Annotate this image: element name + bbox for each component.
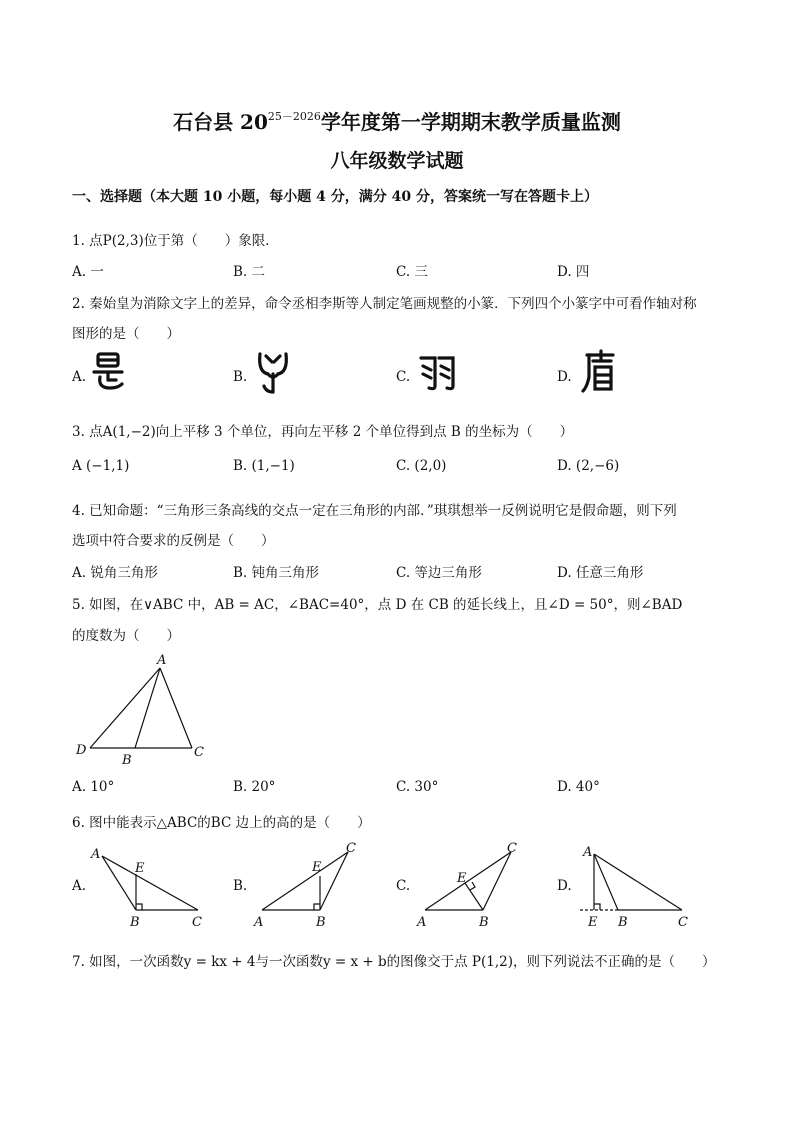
option-b: B. (1,−1) (233, 458, 295, 474)
title-year-superscript: 25－2026 (267, 110, 321, 123)
question-6-figure-b (250, 838, 370, 932)
option-b: B. 钝角三角形 (233, 565, 320, 581)
option-a: A. 锐角三角形 (72, 565, 158, 581)
option-d: D. (2,−6) (557, 458, 620, 474)
label-c: C (192, 915, 202, 930)
exam-subtitle: 八年级数学试题 (330, 150, 464, 172)
question-2-stem-line2: 图形的是（ ） (72, 326, 180, 342)
option-d: D. 40° (557, 779, 600, 795)
seal-glyph-c-icon (417, 352, 459, 394)
option-a: A. 10° (72, 779, 115, 795)
question-5-options (0, 779, 794, 799)
option-b: B. 二 (233, 264, 266, 280)
label-b: B (122, 753, 132, 768)
seal-glyph-b-icon (254, 348, 292, 396)
question-4-stem-line2: 选项中符合要求的反例是（ ） (72, 533, 275, 549)
option-d: D. 四 (557, 264, 590, 280)
label-b: B (316, 915, 326, 930)
label-c: C (507, 841, 517, 856)
option-a: A. 一 (72, 264, 104, 280)
question-5-figure (70, 650, 220, 768)
label-e: E (135, 861, 145, 876)
question-5-stem-line1: 5. 如图，在∨ABC 中，AB = AC，∠BAC=40°，点 D 在 CB 的延长线上，且∠D = 50°，则∠BAD (72, 597, 683, 613)
label-b: B (130, 915, 140, 930)
option-c: C. (2,0) (396, 458, 447, 474)
option-a: A. (72, 878, 87, 894)
option-c: C. (396, 369, 411, 385)
question-1-stem: 1. 点P(2,3)位于第（ ）象限． (72, 233, 279, 249)
label-c: C (194, 745, 204, 760)
option-b: B. (233, 878, 248, 894)
label-e: E (588, 915, 598, 930)
option-a: A. (72, 369, 87, 385)
option-d: D. 任意三角形 (557, 565, 644, 581)
label-c: C (678, 915, 688, 930)
question-6-stem: 6. 图中能表示△ABC的BC 边上的高的是（ ） (72, 815, 371, 831)
seal-glyph-d-icon (579, 349, 619, 395)
seal-glyph-a-icon (88, 350, 128, 394)
question-3-stem: 3. 点A(1,−2)向上平移 3 个单位，再向左平移 2 个单位得到点 B 的坐标为（ ） (72, 424, 574, 440)
label-d: D (76, 743, 87, 758)
option-a: A (−1,1) (72, 458, 130, 474)
label-c: C (346, 841, 356, 856)
label-e: E (457, 871, 467, 886)
label-b: B (479, 915, 489, 930)
option-d: D. (557, 369, 572, 385)
label-a: A (157, 653, 167, 668)
label-b: B (618, 915, 628, 930)
option-c: C. (396, 878, 411, 894)
option-d: D. (557, 878, 572, 894)
section-heading: 一、选择题（本大题 10 小题，每小题 4 分，满分 40 分，答案统一写在答题卡上） (72, 189, 598, 205)
label-e: E (312, 860, 322, 875)
question-6-figure-d (578, 842, 698, 932)
question-7-stem: 7. 如图，一次函数y = kx + 4与一次函数y = x + b的图像交于点 P(1,2)，则下列说法不正确的是（ ） (72, 954, 716, 970)
label-a: A (583, 845, 593, 860)
question-3-options (0, 458, 794, 478)
option-c: C. 三 (396, 264, 428, 280)
option-c: C. 30° (396, 779, 439, 795)
question-1-options (0, 260, 794, 280)
question-6-figure-c (415, 838, 530, 932)
label-a: A (91, 847, 101, 862)
question-5-stem-line2: 的度数为（ ） (72, 628, 180, 644)
option-b: B. (233, 369, 248, 385)
option-c: C. 等边三角形 (396, 565, 482, 581)
label-a: A (254, 915, 264, 930)
question-2-stem-line1: 2. 秦始皇为消除文字上的差异，命令丞相李斯等人制定笔画规整的小篆．下列四个小篆字中可看作轴对称 (72, 296, 697, 312)
question-4-stem-line1: 4. 已知命题：“三角形三条高线的交点一定在三角形的内部．”琪琪想举一反例说明它是假命题，则下列 (72, 503, 677, 519)
option-b: B. 20° (233, 779, 276, 795)
question-4-options (0, 561, 794, 581)
label-a: A (417, 915, 427, 930)
exam-title: 石台县 $20^{25-2026}$学年度第一学期期末教学质量监测 (173, 110, 621, 134)
question-6-figure-a (88, 842, 218, 932)
